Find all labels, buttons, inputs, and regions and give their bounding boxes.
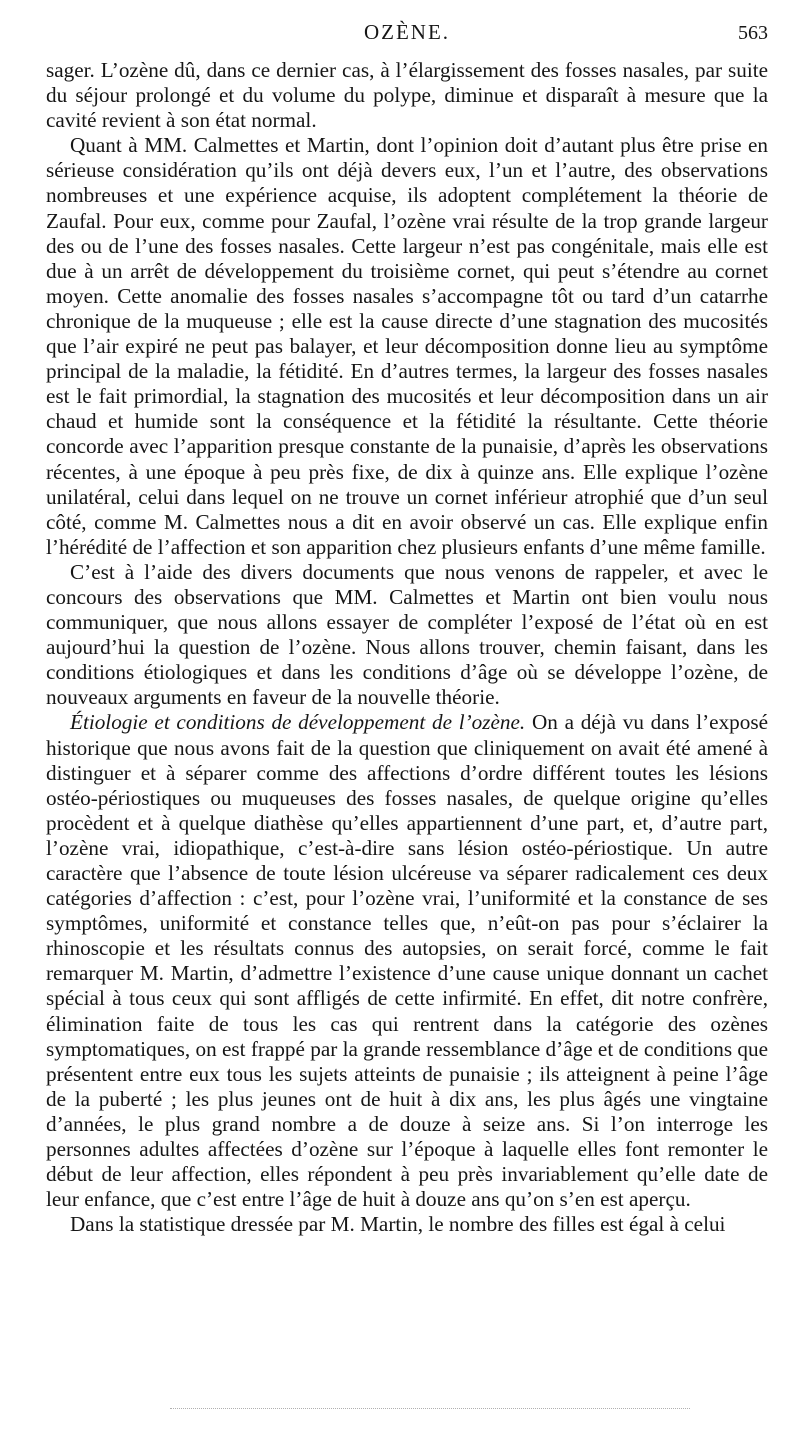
paragraph-calmettes-martin: [46, 133, 768, 560]
section-heading: Étiologie et conditions de développement de l’ozène.: [70, 710, 526, 735]
running-title: OZÈNE.: [363, 20, 451, 44]
paragraph-statistique: [46, 1212, 768, 1237]
paragraph-documents: [46, 560, 768, 711]
paragraph-text: On a déjà vu dans l’exposé historique que nous avons fait de la question que cliniquement on avait été amené à distinguer et à séparer comme des affections d’ordre différent toutes les lésions ostéo-périostiques ou muqueuses des fosses nasales, de quelque origine qu’elles procèdent et à quelque diathèse qu’elles appartiennent d’une part, et, d’autre part, l’ozène vrai, idiopathique, c’est-à-dire sans lésion ostéo-périostique. Un autre caractère que l’absence de toute lésion ulcéreuse va séparer radicalement ces deux catégories d’affection : c’est, pour l’ozène vrai, l’uniformité et la constance de ses symptômes, uniformité et constance telles que, n’eût-on pas pour s’éclairer la rhinoscopie et les résultats connus des autopsies, on serait forcé, comme le fait remarquer M. Martin, d’admettre l’existence d’une cause unique donnant un cachet spécial à tous ceux qui sont affligés de cette infirmité. En effet, dit notre confrère, élimination faite de tous les cas qui rentrent dans la catégorie des ozènes symptomatiques, on est frappé par la grande ressemblance d’âge et de conditions que présentent entre eux tous les sujets atteints de punaisie ; ils atteignent à peine l’âge de la puberté ; les plus jeunes ont de huit à dix ans, les plus âgés une vingtaine d’années, le plus grand nombre a de douze à seize ans. Si l’on interroge les personnes adultes affectées d’ozène sur l’époque à laquelle elles font remonter le début de leur affection, elles répondent à peu près invariablement qu’elle date de leur enfance, que c’est entre l’âge de huit à douze ans qu’on s’en est aperçu.: [46, 710, 769, 1212]
page-header: [46, 20, 768, 50]
page-number: 563: [738, 22, 768, 44]
paragraph-text: C’est à l’aide des divers documents que nous venons de rappeler, et avec le concours des observations que MM. Calmettes et Martin ont bien voulu nous communiquer, que nous allons essayer de compléter l’exposé de l’état où en est aujourd’hui la question de l’ozène. Nous allons trouver, chemin faisant, dans les conditions étiologiques et dans les conditions d’âge où se développe l’ozène, de nouveaux arguments en faveur de la nouvelle théorie.: [46, 559, 768, 710]
paragraph-text: Dans la statistique dressée par M. Martin, le nombre des filles est égal à celui: [70, 1212, 726, 1237]
footer-rule: [170, 1408, 690, 1409]
paragraph-etiologie: [46, 710, 768, 1212]
body-text: [46, 58, 768, 1237]
paragraph-text: sager. L’ozène dû, dans ce dernier cas, à l’élargissement des fosses nasales, par suite du séjour prolongé et du volume du polype, diminue et disparaît à mesure que la cavité revient à son état normal.: [46, 58, 768, 133]
paragraph-continuation: [46, 58, 768, 133]
paragraph-text: Quant à MM. Calmettes et Martin, dont l’opinion doit d’autant plus être prise en sérieuse considération qu’ils ont déjà devers eux, l’un et l’autre, des observations nombreuses et une expérience acquise, ils adoptent complétement la théorie de Zaufal. Pour eux, comme pour Zaufal, l’ozène vrai résulte de la trop grande largeur des ou de l’une des fosses nasales. Cette largeur n’est pas congénitale, mais elle est due à un arrêt de développement du troisième cornet, qui peut s’étendre au cornet moyen. Cette anomalie des fosses nasales s’accompagne tôt ou tard d’un catarrhe chronique de la muqueuse ; elle est la cause directe d’une stagnation des mucosités que l’air expiré ne peut pas balayer, et leur décomposition donne lieu au symptôme principal de la maladie, la fétidité. En d’autres termes, la largeur des fosses nasales est le fait primordial, la stagnation des mucosités et leur décomposition dans un air chaud et humide sont la conséquence et la fétidité la résultante. Cette théorie concorde avec l’apparition presque constante de la punaisie, d’après les observations récentes, à une époque à peu près fixe, de dix à quinze ans. Elle explique l’ozène unilatéral, celui dans lequel on ne trouve un cornet inférieur atrophié que d’un seul côté, comme M. Calmettes nous a dit en avoir observé un cas. Elle explique enfin l’hérédité de l’affection et son apparition chez plusieurs enfants d’une même famille.: [46, 133, 768, 559]
